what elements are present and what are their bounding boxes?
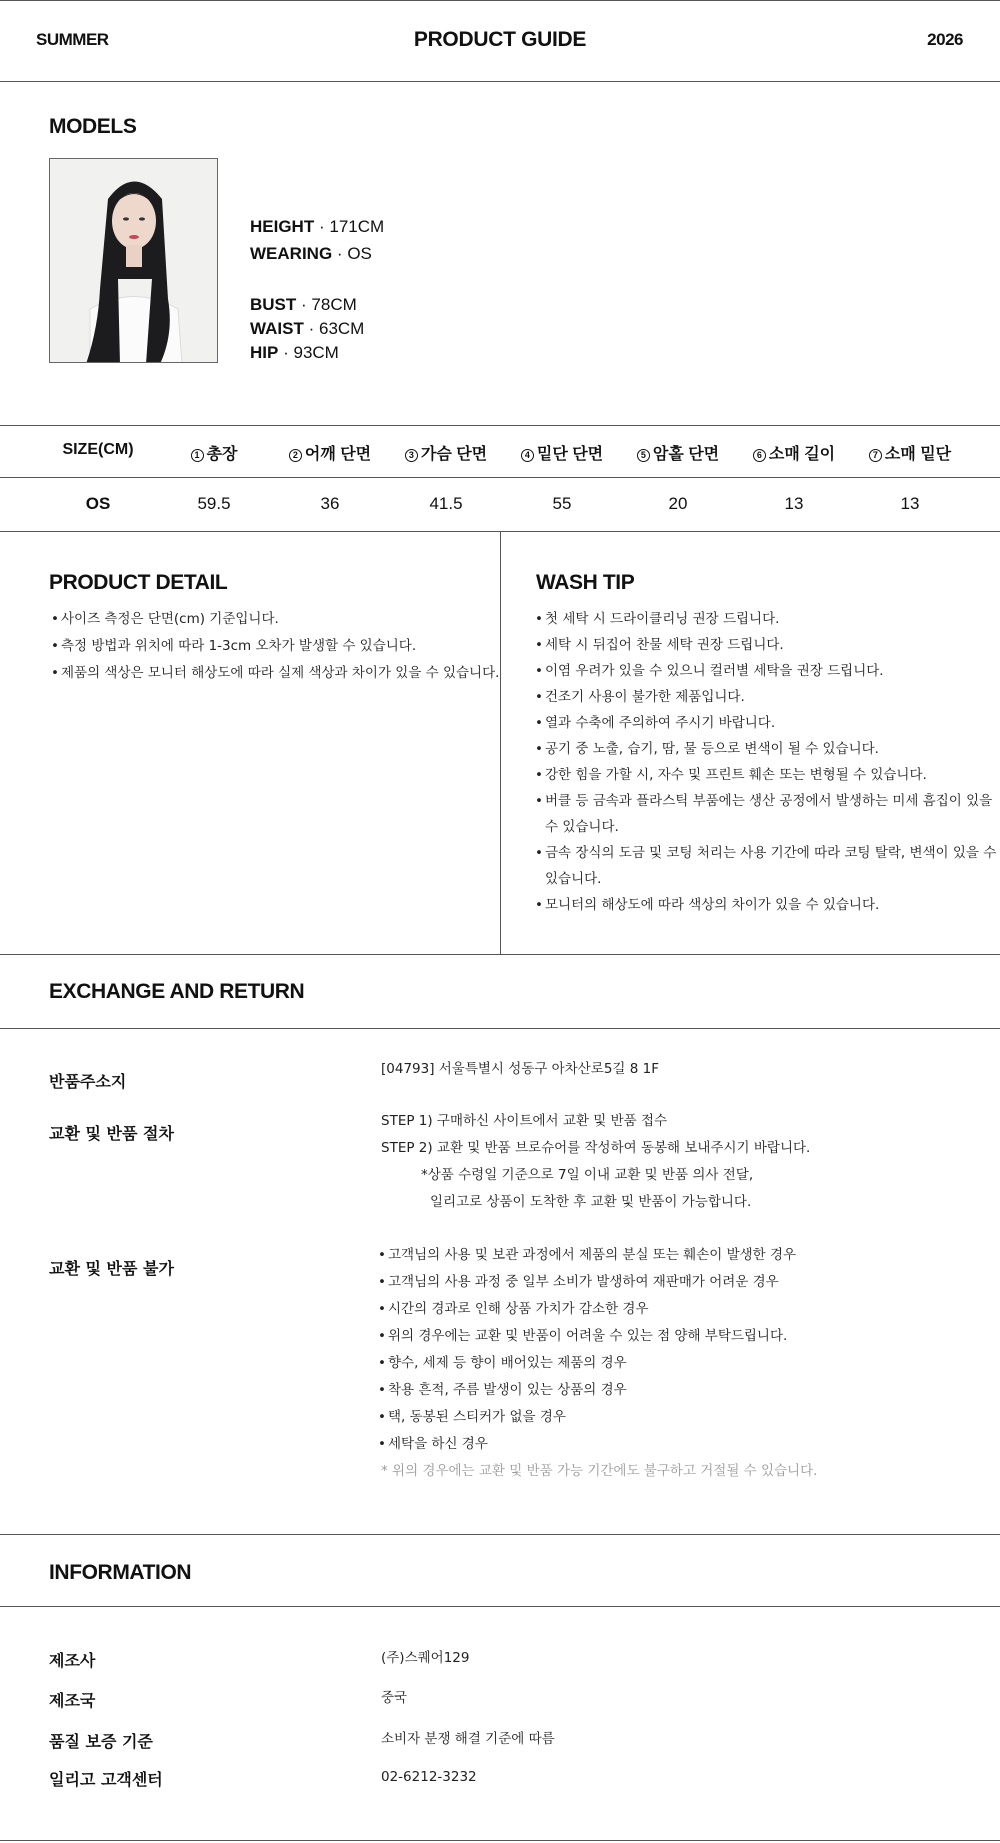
model-height — [250, 217, 384, 237]
unavailable-item: • 고객님의 사용 과정 중 일부 소비가 발생하여 재판매가 어려운 경우 — [388, 1272, 779, 1292]
bust-sep: · — [301, 295, 307, 314]
hip-sep: · — [283, 343, 289, 362]
size-table-mid-rule — [0, 477, 1000, 478]
bust-value: 78CM — [311, 295, 357, 314]
info-value-manufacturer: (주)스퀘어129 — [381, 1650, 470, 1666]
wash-item: • 세탁 시 뒤집어 찬물 세탁 권장 드립니다. — [545, 635, 784, 655]
procedure-note: 일리고로 상품이 도착한 후 교환 및 반품이 가능합니다. — [430, 1194, 752, 1210]
size-val-2: 36 — [320, 494, 340, 513]
waist-sep: · — [308, 319, 315, 338]
size-header-label: SIZE(CM) — [62, 441, 134, 458]
size-col-1 — [156, 441, 272, 464]
unavailable-item: • 위의 경우에는 교환 및 반품이 어려울 수 있는 점 양해 부탁드립니다. — [388, 1326, 787, 1346]
information-title-rule — [0, 1606, 1000, 1607]
information-title: INFORMATION — [49, 1561, 192, 1584]
height-value: 171CM — [329, 217, 385, 236]
info-value-support: 02-6212-3232 — [381, 1769, 477, 1785]
exchange-title: EXCHANGE AND RETURN — [49, 980, 305, 1003]
size-col-3-label: 가슴 단면 — [420, 446, 488, 463]
num-3-icon: 3 — [405, 449, 418, 462]
height-key: HEIGHT — [250, 217, 315, 236]
waist-key: WAIST — [250, 319, 304, 338]
wash-item: • 강한 힘을 가할 시, 자수 및 프린트 훼손 또는 변형될 수 있습니다. — [545, 765, 927, 785]
unavailable-item: • 택, 동봉된 스티커가 없을 경우 — [388, 1407, 566, 1427]
size-col-7-label: 소매 밑단 — [884, 446, 952, 463]
unavailable-item: • 세탁을 하신 경우 — [388, 1434, 488, 1454]
information-top-rule — [0, 1534, 1000, 1535]
size-val-7: 13 — [900, 494, 920, 513]
waist-value: 63CM — [318, 319, 365, 338]
wearing-value: OS — [347, 244, 372, 263]
wash-item: • 이염 우려가 있을 수 있으니 컬러별 세탁을 권장 드립니다. — [545, 661, 884, 681]
model-bust — [250, 295, 357, 315]
model-photo-icon — [50, 159, 218, 363]
unavailable-item: • 향수, 세제 등 향이 배어있는 제품의 경우 — [388, 1353, 627, 1373]
size-col-5-label: 암홀 단면 — [652, 446, 720, 463]
bust-key: BUST — [250, 295, 297, 314]
wash-item: • 건조기 사용이 불가한 제품입니다. — [545, 687, 745, 707]
unavailable-item: • 시간의 경과로 인해 상품 가치가 감소한 경우 — [388, 1299, 649, 1319]
num-2-icon: 2 — [289, 449, 302, 462]
hip-value: 93CM — [293, 343, 339, 362]
size-val-6: 13 — [784, 494, 804, 513]
procedure-line: STEP 1) 구매하신 사이트에서 교환 및 반품 접수 — [381, 1113, 668, 1129]
size-col-6 — [736, 441, 852, 464]
size-col-5 — [620, 441, 736, 464]
size-row-label: OS — [85, 494, 111, 513]
product-detail-title: PRODUCT DETAIL — [49, 571, 228, 594]
column-divider — [500, 531, 501, 954]
size-val-3: 41.5 — [429, 494, 463, 513]
size-col-7 — [852, 441, 968, 464]
size-col-4-label: 밑단 단면 — [536, 446, 604, 463]
num-5-icon: 5 — [637, 449, 650, 462]
size-col-6-label: 소매 길이 — [768, 446, 836, 463]
num-7-icon: 7 — [869, 449, 882, 462]
info-label-manufacturer: 제조사 — [49, 1651, 96, 1670]
unavailable-label: 교환 및 반품 불가 — [49, 1259, 174, 1278]
info-label-warranty: 품질 보증 기준 — [49, 1732, 153, 1751]
size-col-2-label: 어깨 단면 — [304, 446, 372, 463]
num-6-icon: 6 — [753, 449, 766, 462]
size-table-top-rule — [0, 425, 1000, 426]
wash-item: • 버클 등 금속과 플라스틱 부품에는 생산 공정에서 발생하는 미세 흠집이 있을 — [545, 791, 992, 811]
info-label-country: 제조국 — [49, 1691, 96, 1710]
wash-item-cont: 있습니다. — [545, 871, 602, 887]
wearing-key: WEARING — [250, 244, 333, 263]
models-title: MODELS — [49, 115, 137, 138]
info-label-support: 일리고 고객센터 — [49, 1770, 163, 1789]
procedure-note: *상품 수령일 기준으로 7일 이내 교환 및 반품 의사 전달, — [421, 1167, 754, 1183]
detail-item: • 사이즈 측정은 단면(cm) 기준입니다. — [61, 609, 279, 629]
return-address-label: 반품주소지 — [49, 1072, 127, 1091]
hip-key: HIP — [250, 343, 279, 362]
model-hip — [250, 343, 339, 363]
detail-bottom-rule — [0, 954, 1000, 955]
info-value-country: 중국 — [381, 1690, 408, 1706]
top-rule — [0, 0, 1000, 1]
wash-item: • 금속 장식의 도금 및 코팅 처리는 사용 기간에 따라 코팅 탈락, 변색이 있을 수 — [545, 843, 996, 863]
height-sep: · — [318, 217, 325, 236]
size-val-4: 55 — [552, 494, 572, 513]
year-label: 2026 — [927, 30, 963, 49]
procedure-line: STEP 2) 교환 및 반품 브로슈어를 작성하여 동봉해 보내주시기 바랍니다. — [381, 1140, 811, 1156]
wash-item: • 열과 수축에 주의하여 주시기 바랍니다. — [545, 713, 775, 733]
size-col-4 — [504, 441, 620, 464]
info-value-warranty: 소비자 분쟁 해결 기준에 따름 — [381, 1731, 555, 1747]
return-address-value: [04793] 서울특별시 성동구 아차산로5길 8 1F — [381, 1061, 660, 1077]
model-wearing — [250, 244, 372, 264]
rejection-note: * 위의 경우에는 교환 및 반품 가능 기간에도 불구하고 거절될 수 있습니다. — [381, 1463, 818, 1479]
detail-item: • 제품의 색상은 모니터 해상도에 따라 실제 색상과 차이가 있을 수 있습니다. — [61, 663, 499, 683]
procedure-label: 교환 및 반품 절차 — [49, 1124, 174, 1143]
header-divider — [0, 81, 1000, 82]
size-col-3 — [388, 441, 504, 464]
size-val-1: 59.5 — [197, 494, 231, 513]
wash-item: • 첫 세탁 시 드라이클리닝 권장 드립니다. — [545, 609, 779, 629]
wash-item-cont: 수 있습니다. — [545, 819, 619, 835]
exchange-title-rule — [0, 1028, 1000, 1029]
wearing-sep: · — [336, 244, 343, 263]
detail-item: • 측정 방법과 위치에 따라 1-3cm 오차가 발생할 수 있습니다. — [61, 636, 416, 656]
unavailable-item: • 고객님의 사용 및 보관 과정에서 제품의 분실 또는 훼손이 발생한 경우 — [388, 1245, 796, 1265]
size-col-2 — [272, 441, 388, 464]
unavailable-item: • 착용 흔적, 주름 발생이 있는 상품의 경우 — [388, 1380, 627, 1400]
wash-item: • 공기 중 노출, 습기, 땀, 물 등으로 변색이 될 수 있습니다. — [545, 739, 879, 759]
size-val-5: 20 — [668, 494, 688, 513]
size-col-1-label: 총장 — [206, 446, 238, 463]
page-title: PRODUCT GUIDE — [413, 28, 587, 51]
wash-item: • 모니터의 해상도에 따라 색상의 차이가 있을 수 있습니다. — [545, 895, 879, 915]
model-photo — [49, 158, 218, 363]
num-1-icon: 1 — [191, 449, 204, 462]
bottom-rule — [0, 1840, 1000, 1841]
model-waist — [250, 319, 364, 339]
season-label: SUMMER — [36, 30, 109, 49]
num-4-icon: 4 — [521, 449, 534, 462]
wash-tip-title: WASH TIP — [536, 571, 635, 594]
